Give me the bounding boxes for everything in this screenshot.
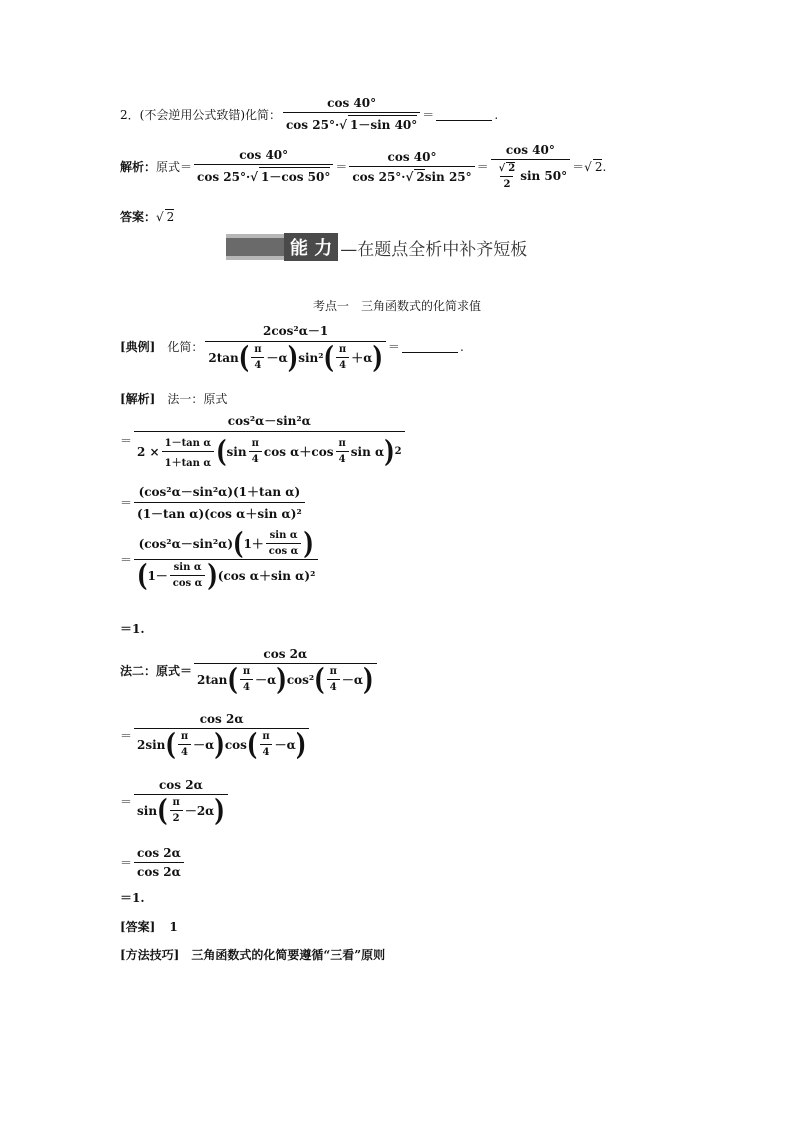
den-tan: 2tan (208, 350, 239, 365)
right-paren: ) (295, 726, 307, 763)
minus-2alpha: －2α (184, 804, 215, 818)
four: 4 (327, 679, 340, 693)
step-1 (120, 412, 407, 469)
fraction-denominator (349, 166, 474, 184)
sin-alpha: sin α (173, 562, 202, 573)
right-paren: ) (363, 661, 374, 698)
left-paren: ( (216, 433, 227, 470)
fraction-denominator (194, 164, 333, 185)
fraction-numerator: cos 2α (199, 712, 244, 726)
example-label: [典例] (120, 340, 156, 354)
sqrt-icon: √ (405, 169, 414, 184)
problem-2-label: 2．(不会逆用公式致错)化简： (120, 108, 281, 122)
fraction-denominator: cos 2α (134, 862, 184, 879)
method-2-result: ＝1. (120, 891, 145, 905)
equals-sign: ＝ (335, 160, 348, 174)
topic-title: 考点一 三角函数式的化简求值 (312, 299, 481, 313)
fraction-denominator (134, 792, 228, 829)
step-2-fraction (134, 483, 305, 522)
method-2-step-3 (120, 778, 230, 829)
pi: π (338, 438, 346, 449)
pi: π (251, 438, 259, 449)
nested-fraction (496, 162, 519, 190)
pi: π (254, 344, 262, 355)
den-text-b: sin 25° (424, 169, 472, 184)
method-2-step-2 (120, 712, 311, 763)
sqrt-content: 2 (416, 169, 425, 184)
pi: π (338, 344, 347, 355)
right-paren: ) (287, 339, 299, 376)
four: 4 (260, 744, 273, 758)
minus-alpha: －α (266, 351, 288, 365)
den-text: cos 25°· (197, 170, 251, 184)
equals-sign: ＝ (120, 553, 133, 567)
num-part-b: 1＋ (243, 537, 264, 551)
solution-fraction-2 (349, 150, 474, 184)
fraction-denominator (134, 726, 309, 763)
left-paren: ( (238, 339, 250, 376)
method-2 (120, 647, 379, 698)
analysis-header (120, 390, 227, 407)
banner-subtitle: —在题点全析中补齐短板 (340, 239, 528, 260)
example-prompt: 化简： (167, 340, 204, 354)
square: 2 (394, 446, 402, 457)
equals-sign: ＝ (120, 728, 133, 743)
fraction-denominator (134, 431, 405, 469)
den-tan: 2tan (197, 672, 228, 687)
tan-fraction (162, 434, 215, 469)
method-tip-text: 三角函数式的化简要遵循“三看”原则 (191, 948, 386, 962)
period: . (494, 107, 499, 122)
sin-over-cos (266, 530, 302, 557)
den-sin: sin (137, 803, 158, 818)
two: 2 (170, 810, 183, 824)
equals-sign: ＝ (120, 434, 133, 448)
step-3 (120, 525, 320, 594)
den-text: cos 25°· (286, 118, 340, 132)
step-2 (120, 483, 307, 522)
right-paren: ) (384, 433, 395, 470)
den-cos2: cos² (286, 672, 315, 687)
answer-blank (436, 108, 492, 121)
answer-blank (402, 340, 458, 353)
fraction-numerator: 2cos²α－1 (263, 324, 329, 338)
solution-fraction-3 (491, 143, 570, 190)
cos-text: cos α＋cos (263, 445, 334, 459)
fraction-numerator: cos 40° (387, 149, 437, 164)
left-paren: ( (227, 661, 238, 698)
right-paren: ) (207, 557, 218, 594)
four: 4 (336, 451, 349, 465)
problem-2-fraction (283, 96, 420, 133)
left-paren: ( (233, 525, 244, 562)
four: 4 (178, 744, 191, 758)
solution-label: 解析： (120, 160, 157, 174)
left-paren: ( (165, 726, 176, 763)
minus-alpha: －α (193, 738, 215, 752)
equals-sign: ＝ (120, 856, 133, 870)
equals-sign: ＝ (387, 340, 400, 354)
den-part-b: (cos α＋sin α)² (217, 569, 316, 583)
method-2-step-3-fraction (134, 778, 228, 829)
method-tip-label: [方法技巧] (120, 948, 180, 962)
banner-decoration (226, 234, 284, 260)
problem-2 (120, 96, 498, 133)
fraction-numerator: cos 40° (327, 96, 377, 110)
sqrt-icon: √ (250, 170, 259, 184)
step-4: ＝1. (120, 622, 145, 636)
pi-over-4 (336, 344, 349, 371)
tan-numerator: 1－tan α (164, 438, 212, 449)
sqrt-icon: √ (584, 159, 592, 174)
sin-text: sin (226, 444, 247, 459)
pi-over-4 (249, 438, 262, 465)
right-paren: ) (303, 525, 314, 562)
period: . (602, 159, 607, 174)
den-part-a: 1－ (147, 569, 168, 583)
method-2-step-4 (120, 846, 186, 879)
sqrt-content: 1－cos 50° (259, 167, 330, 185)
left-paren: ( (137, 557, 148, 594)
den-sin2: sin² (298, 350, 324, 365)
fraction-numerator (136, 525, 317, 562)
answer-value: 1 (169, 919, 178, 934)
sqrt-icon: √ (339, 118, 348, 132)
fraction-numerator: cos 40° (505, 143, 555, 157)
pi-over-4 (178, 731, 191, 758)
fraction-numerator: cos 2α (159, 778, 203, 792)
four: 4 (251, 357, 264, 371)
fraction-numerator: cos²α－sin²α (227, 414, 311, 428)
pi: π (180, 731, 189, 742)
den-sin: 2sin (137, 737, 166, 752)
equals-sign: ＝ (476, 160, 489, 174)
num-part-a: (cos²α－sin²α) (138, 537, 234, 551)
period: . (459, 339, 464, 354)
den-text: cos 25°· (352, 169, 406, 184)
pi-over-4 (335, 438, 348, 465)
fraction-denominator (205, 339, 386, 376)
solution-lead: 原式＝ (156, 160, 193, 174)
fraction-denominator (491, 159, 570, 190)
minus-alpha: －α (274, 738, 296, 752)
method-2-step-2-fraction (134, 712, 309, 763)
solution-2 (120, 143, 606, 190)
sin-alpha: sin α (269, 530, 298, 541)
den-cos: cos (224, 737, 247, 752)
four: 4 (240, 679, 253, 693)
sqrt-icon: √ (498, 163, 506, 174)
nested-denominator: 2 (500, 176, 513, 190)
method-2-step-4-fraction (134, 846, 184, 879)
method-tip (120, 946, 385, 963)
nested-numerator (496, 162, 519, 176)
sqrt-content: 1－sin 40° (348, 115, 417, 133)
method-2-fraction (194, 647, 377, 698)
fraction-numerator: cos 2α (263, 647, 308, 661)
section-banner (226, 234, 566, 260)
fraction-denominator: (1－tan α)(cos α＋sin α)² (134, 502, 305, 522)
answer-label: 答案： (120, 210, 157, 224)
step-3-fraction (134, 525, 318, 594)
solution-fraction-1 (194, 148, 333, 185)
equals-sign: ＝ (422, 108, 435, 122)
cos-alpha: cos α (170, 575, 206, 589)
minus-alpha: －α (255, 673, 277, 687)
method-2-label: 法二：原式＝ (120, 663, 193, 678)
left-paren: ( (246, 726, 258, 763)
equals-sign: ＝ (572, 160, 585, 174)
tan-denominator: 1＋tan α (162, 451, 215, 469)
example-fraction (205, 322, 386, 376)
equals-sign: ＝ (120, 496, 133, 510)
den-text-b: sin 50° (520, 169, 568, 183)
fraction-denominator (283, 112, 420, 133)
pi-over-4 (251, 344, 264, 371)
pi: π (172, 797, 180, 808)
fraction-numerator: cos 40° (239, 148, 289, 162)
den-2x: 2 × (137, 444, 160, 459)
fraction-denominator (194, 661, 377, 698)
four: 4 (336, 357, 349, 371)
cos-alpha: cos α (266, 543, 302, 557)
pi-over-4 (327, 666, 340, 693)
left-paren: ( (323, 339, 334, 376)
pi-over-4 (240, 666, 253, 693)
analysis-label: [解析] (120, 392, 156, 406)
equals-sign: ＝ (120, 794, 133, 809)
sqrt-content: 2 (166, 210, 175, 224)
answer-2 (120, 208, 174, 225)
right-paren: ) (276, 661, 287, 698)
banner-title: 能 力 (284, 233, 338, 261)
plus-alpha: ＋α (351, 351, 373, 365)
four: 4 (249, 451, 262, 465)
sin-over-cos (170, 562, 206, 589)
method-1-label: 法一：原式 (167, 392, 228, 406)
pi: π (242, 666, 251, 677)
example (120, 322, 464, 376)
pi: π (262, 731, 270, 742)
example-answer (120, 918, 178, 935)
fraction-denominator (134, 557, 318, 594)
answer-label: [答案] (120, 920, 156, 934)
right-paren: ) (214, 726, 225, 763)
sqrt-content: 2 (508, 163, 516, 174)
sin-alpha: sin α (350, 444, 385, 459)
sqrt-icon: √ (156, 209, 164, 224)
step-1-fraction (134, 412, 405, 469)
pi-over-4 (259, 731, 272, 758)
pi: π (329, 666, 337, 677)
left-paren: ( (157, 792, 168, 829)
minus-alpha: －α (341, 673, 364, 687)
fraction-numerator: cos 2α (137, 846, 181, 860)
right-paren: ) (214, 792, 225, 829)
sqrt-content: 2 (594, 160, 603, 174)
right-paren: ) (372, 339, 383, 376)
pi-over-2 (169, 797, 182, 824)
fraction-numerator: (cos²α－sin²α)(1＋tan α) (138, 485, 301, 499)
left-paren: ( (314, 661, 325, 698)
